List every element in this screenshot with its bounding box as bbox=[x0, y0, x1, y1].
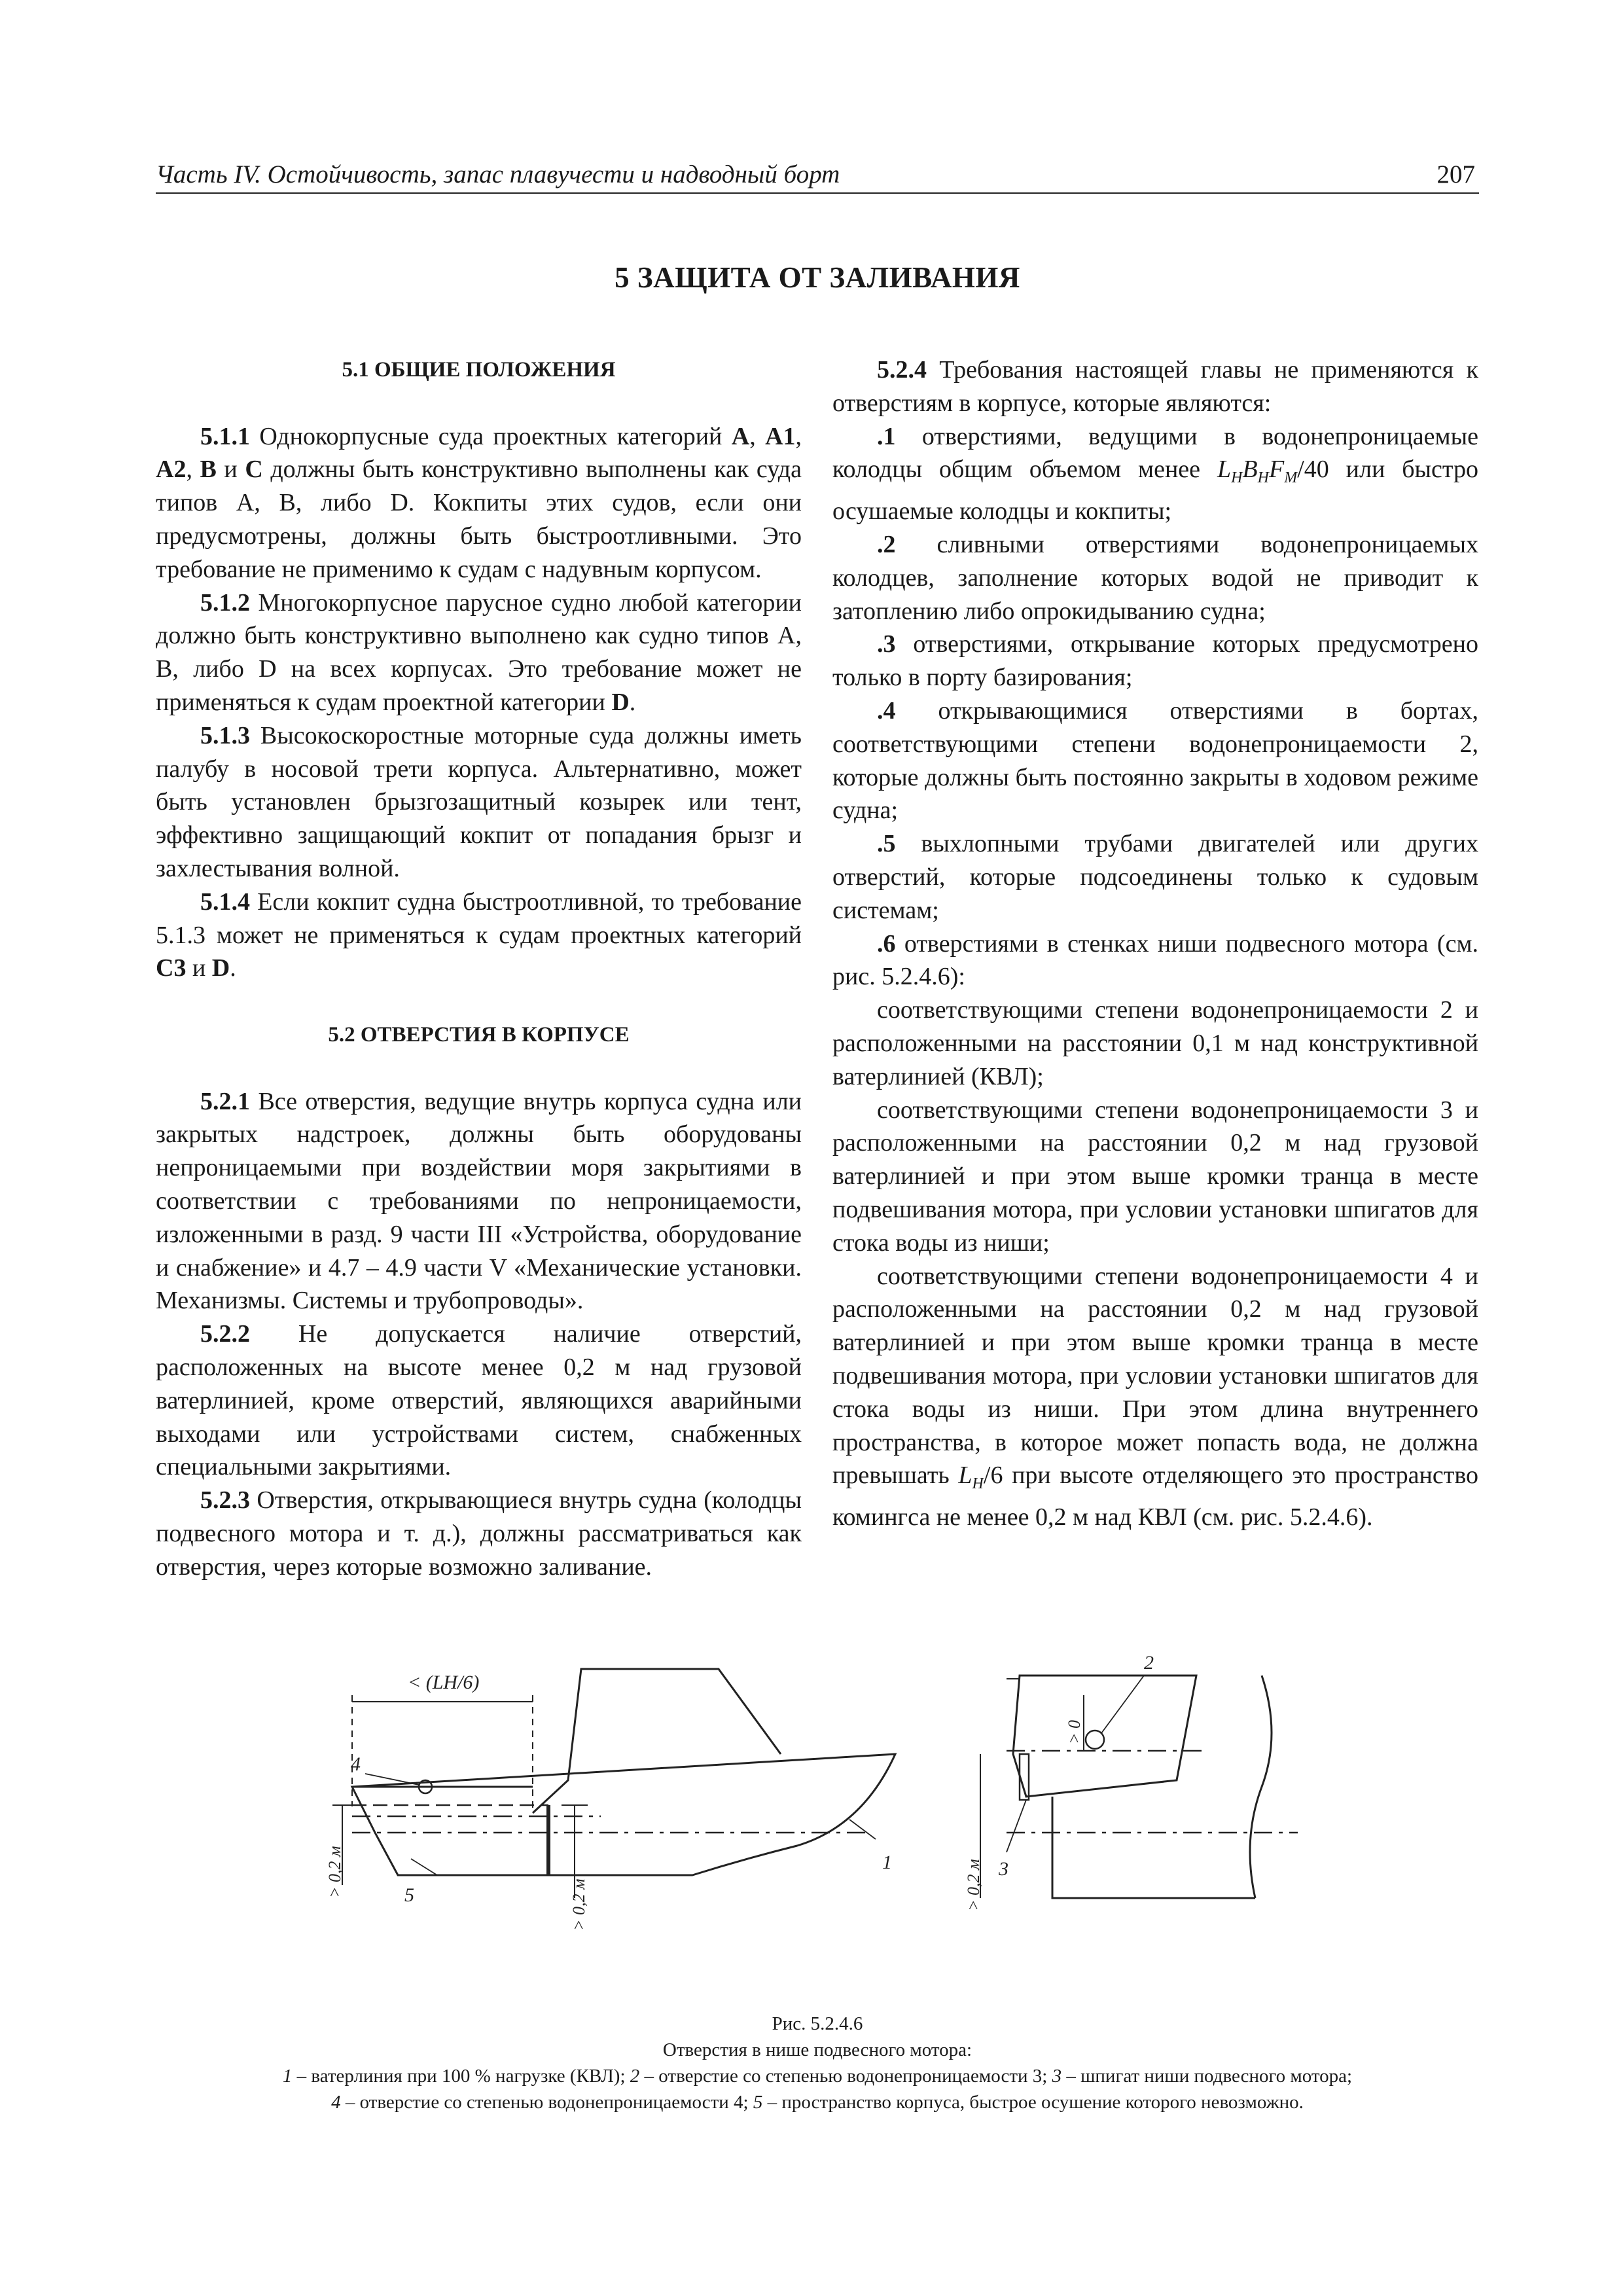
caption-number: Рис. 5.2.4.6 bbox=[772, 2013, 863, 2034]
para-text: должны быть конструктивно выполнены как суда типов A, B, либо D. Кокпиты этих судов, если они предусмотрены, должны быть быстроотливными. Это требование не применимо к судам с надувным корпусом. bbox=[156, 456, 802, 583]
category-a2: A2 bbox=[156, 456, 187, 484]
hull-aft bbox=[1250, 1676, 1272, 1898]
subitem-3 bbox=[832, 1260, 1478, 1534]
item-2 bbox=[832, 528, 1478, 628]
sep: . bbox=[230, 954, 236, 982]
item-text: открывающимися отверстиями в бортах, соответствующими степени водонепроницаемости 2, которые должны быть постоянно закрыты в ходовом режиме судна; bbox=[832, 696, 1478, 825]
item-text: отверстиями в стенках ниши подвесного мотора (см. рис. 5.2.4.6): bbox=[832, 929, 1478, 991]
item-number: .5 bbox=[877, 830, 896, 858]
legend-num: 2 bbox=[630, 2066, 640, 2087]
opening-2 bbox=[1086, 1731, 1104, 1749]
well-transom bbox=[1013, 1676, 1196, 1797]
leader-2 bbox=[1101, 1676, 1144, 1733]
para-number: 5.1.2 bbox=[200, 588, 250, 617]
section-5-1-heading: 5.1 ОБЩИЕ ПОЛОЖЕНИЯ bbox=[342, 358, 616, 382]
leader-4 bbox=[365, 1774, 419, 1785]
chapter-title: 5 ЗАЩИТА ОТ ЗАЛИВАНИЯ bbox=[615, 261, 1020, 294]
para-text: Многокорпусное парусное судно любой категории должно быть конструктивно выполнено как судно типов A, B, либо D на всех корпусах. Это требование может не применяться к судам проектной категории bbox=[156, 588, 802, 716]
sep: , bbox=[749, 422, 766, 450]
label-3: 3 bbox=[999, 1858, 1008, 1880]
formula-sub: H bbox=[1231, 469, 1243, 487]
figure-caption bbox=[156, 2011, 1479, 2115]
para-text: Не допускается наличие отверстий, расположенных на высоте менее 0,2 м над грузовой ватерлинией, кроме отверстий, являющихся аварийными выходами или устройствами систем, снабженных специальными закрытиями. bbox=[156, 1320, 802, 1481]
para-5-1-3 bbox=[156, 719, 802, 886]
leader-5 bbox=[411, 1859, 437, 1875]
legend-text: – отверстие со степенью водонепроницаемости 3; bbox=[639, 2066, 1052, 2087]
subitem-1: соответствующими степени водонепроницаемости 2 и расположенными на расстоянии 0,1 м над конструктивной ватерлинией (КВЛ); bbox=[832, 996, 1478, 1090]
dim-02-right: > 0,2 м bbox=[964, 1859, 983, 1911]
item-number: .6 bbox=[877, 929, 896, 958]
boat-superstructure bbox=[533, 1669, 781, 1813]
figure-drawing bbox=[156, 1623, 1479, 1990]
running-header bbox=[156, 156, 1479, 194]
sep: . bbox=[629, 688, 636, 716]
para-text: Требования настоящей главы не применяются к отверстиям в корпусе, которые являются: bbox=[832, 356, 1478, 417]
para-number: 5.1.4 bbox=[200, 888, 250, 916]
label-2: 2 bbox=[1144, 1652, 1154, 1674]
caption-line-2 bbox=[156, 2089, 1479, 2115]
para-5-2-4 bbox=[832, 353, 1478, 420]
left-column bbox=[156, 353, 802, 1583]
header-title: Часть IV. Остойчивость, запас плавучести и надводный борт bbox=[156, 160, 840, 188]
page-number: 207 bbox=[1436, 160, 1475, 188]
legend-text: – ватерлиния при 100 % нагрузке (КВЛ); bbox=[292, 2066, 630, 2087]
caption-line-1 bbox=[156, 2063, 1479, 2089]
category-d: D bbox=[611, 688, 630, 716]
category-a: A bbox=[731, 422, 750, 450]
para-number: 5.2.3 bbox=[200, 1486, 250, 1515]
label-1: 1 bbox=[882, 1852, 892, 1873]
para-text: Однокорпусные суда проектных категорий bbox=[250, 422, 732, 450]
para-number: 5.1.3 bbox=[200, 721, 250, 749]
category-c3: C3 bbox=[156, 954, 187, 982]
para-5-2-1 bbox=[156, 1085, 802, 1318]
sep: , bbox=[795, 422, 802, 450]
dim-0: > 0 bbox=[1065, 1719, 1084, 1744]
legend-num: 1 bbox=[282, 2066, 293, 2087]
item-4 bbox=[832, 694, 1478, 827]
para-5-1-1 bbox=[156, 420, 802, 586]
label-5: 5 bbox=[404, 1884, 414, 1906]
item-6 bbox=[832, 927, 1478, 994]
sep: и bbox=[186, 954, 212, 982]
item-text: выхлопными трубами двигателей или других отверстий, которые подсоединены только к судовым системам; bbox=[832, 830, 1478, 924]
sep: и bbox=[216, 456, 245, 484]
formula-sub: H bbox=[1257, 469, 1269, 487]
para-5-1-4 bbox=[156, 886, 802, 985]
item-text: сливными отверстиями водонепроницаемых колодцев, заполнение которых водой не приводит к затоплению либо опрокидыванию судна; bbox=[832, 530, 1478, 625]
item-number: .4 bbox=[877, 696, 896, 725]
formula-sub: H bbox=[972, 1475, 984, 1493]
item-number: .1 bbox=[877, 422, 896, 450]
dim-02-left: > 0,2 м bbox=[325, 1846, 344, 1898]
para-text: Высокоскоростные моторные суда должны иметь палубу в носовой трети корпуса. Альтернативно, может быть установлен брызгозащитный козырек или тент, эффективно защищающий кокпит от попадания брызг и захлестывания волной. bbox=[156, 721, 802, 882]
leader-3 bbox=[1007, 1800, 1026, 1852]
item-number: .3 bbox=[877, 630, 896, 658]
right-column bbox=[832, 353, 1478, 1534]
formula-l: L bbox=[1217, 456, 1232, 484]
item-text: /40 или быстро осушаемые колодцы и кокпиты; bbox=[832, 456, 1478, 526]
para-number: 5.2.2 bbox=[200, 1320, 250, 1348]
para-text: Все отверстия, ведущие внутрь корпуса судна или закрытых надстроек, должны быть оборудованы непроницаемыми при воздействии моря закрытиями в соответствии с требованиями по непроницаемости, изложенными в разд. 9 части III «Устройства, оборудование и снабжение» и 4.7 – 4.9 части V «Механические установки. Механизмы. Системы и трубопроводы». bbox=[156, 1087, 802, 1315]
item-1 bbox=[832, 420, 1478, 528]
item-text: соответствующими степени водонепроницаемости 4 и расположенными на расстоянии 0,2 м над грузовой ватерлинией и при этом выше кромки транца в месте подвешивания мотора, при условии установки шпигатов для стока воды из ниши. При этом длина внутреннего пространства, в которое может попасть вода, не должна превышать bbox=[832, 1262, 1478, 1490]
legend-text: – пространство корпуса, быстрое осушение которого невозможно. bbox=[762, 2092, 1304, 2113]
para-number: 5.1.1 bbox=[200, 422, 250, 450]
category-b: B bbox=[200, 456, 217, 484]
item-text: отверстиями, ведущими в водонепроницаемые колодцы общим объемом менее bbox=[832, 422, 1478, 484]
legend-num: 4 bbox=[331, 2092, 341, 2113]
para-text: Если кокпит судна быстроотливной, то требование 5.1.3 может не применяться к судам проектных категорий bbox=[156, 888, 802, 949]
subitem-2: соответствующими степени водонепроницаемости 3 и расположенными на расстоянии 0,2 м над грузовой ватерлинией и при этом выше кромки транца в месте подвешивания мотора, при условии установки шпигатов для стока воды из ниши; bbox=[832, 1096, 1478, 1257]
category-c: C bbox=[245, 456, 263, 484]
para-number: 5.2.1 bbox=[200, 1087, 250, 1115]
category-d: D bbox=[211, 954, 230, 982]
item-3 bbox=[832, 628, 1478, 694]
item-text: /6 при высоте отделяющего это пространство комингса не менее 0,2 м над КВЛ (см. рис. 5.2.4.6). bbox=[832, 1462, 1479, 1532]
caption-title: Отверстия в нише подвесного мотора: bbox=[662, 2039, 972, 2060]
figure-5-2-4-6 bbox=[156, 1623, 1479, 1990]
sep: , bbox=[186, 456, 200, 484]
legend-num: 5 bbox=[753, 2092, 763, 2113]
label-lh6: < (LH/6) bbox=[408, 1672, 480, 1693]
section-5-2-heading: 5.2 ОТВЕРСТИЯ В КОРПУСЕ bbox=[328, 1022, 630, 1047]
boat-hull bbox=[352, 1754, 895, 1875]
para-5-1-2 bbox=[156, 586, 802, 719]
para-text: Отверстия, открывающиеся внутрь судна (колодцы подвесного мотора и т. д.), должны рассматриваться как отверстия, через которые возможно заливание. bbox=[156, 1486, 802, 1581]
legend-text: – отверстие со степенью водонепроницаемости 4; bbox=[340, 2092, 753, 2113]
item-5 bbox=[832, 827, 1478, 927]
legend-text: – шпигат ниши подвесного мотора; bbox=[1061, 2066, 1353, 2087]
well-hull bbox=[1052, 1797, 1255, 1898]
legend-num: 3 bbox=[1052, 2066, 1062, 2087]
formula-sub: M bbox=[1284, 469, 1298, 487]
dim-02-mid: > 0,2 м bbox=[569, 1878, 588, 1931]
label-4: 4 bbox=[351, 1753, 361, 1775]
category-a1: A1 bbox=[765, 422, 796, 450]
para-number: 5.2.4 bbox=[877, 356, 927, 384]
formula-f: F bbox=[1268, 456, 1285, 484]
para-5-2-2 bbox=[156, 1318, 802, 1484]
leader-1 bbox=[849, 1820, 876, 1839]
item-text: отверстиями, открывание которых предусмотрено только в порту базирования; bbox=[832, 630, 1478, 692]
formula-l: L bbox=[958, 1462, 972, 1490]
para-5-2-3 bbox=[156, 1484, 802, 1583]
item-number: .2 bbox=[877, 530, 896, 558]
formula-b: B bbox=[1242, 456, 1258, 484]
